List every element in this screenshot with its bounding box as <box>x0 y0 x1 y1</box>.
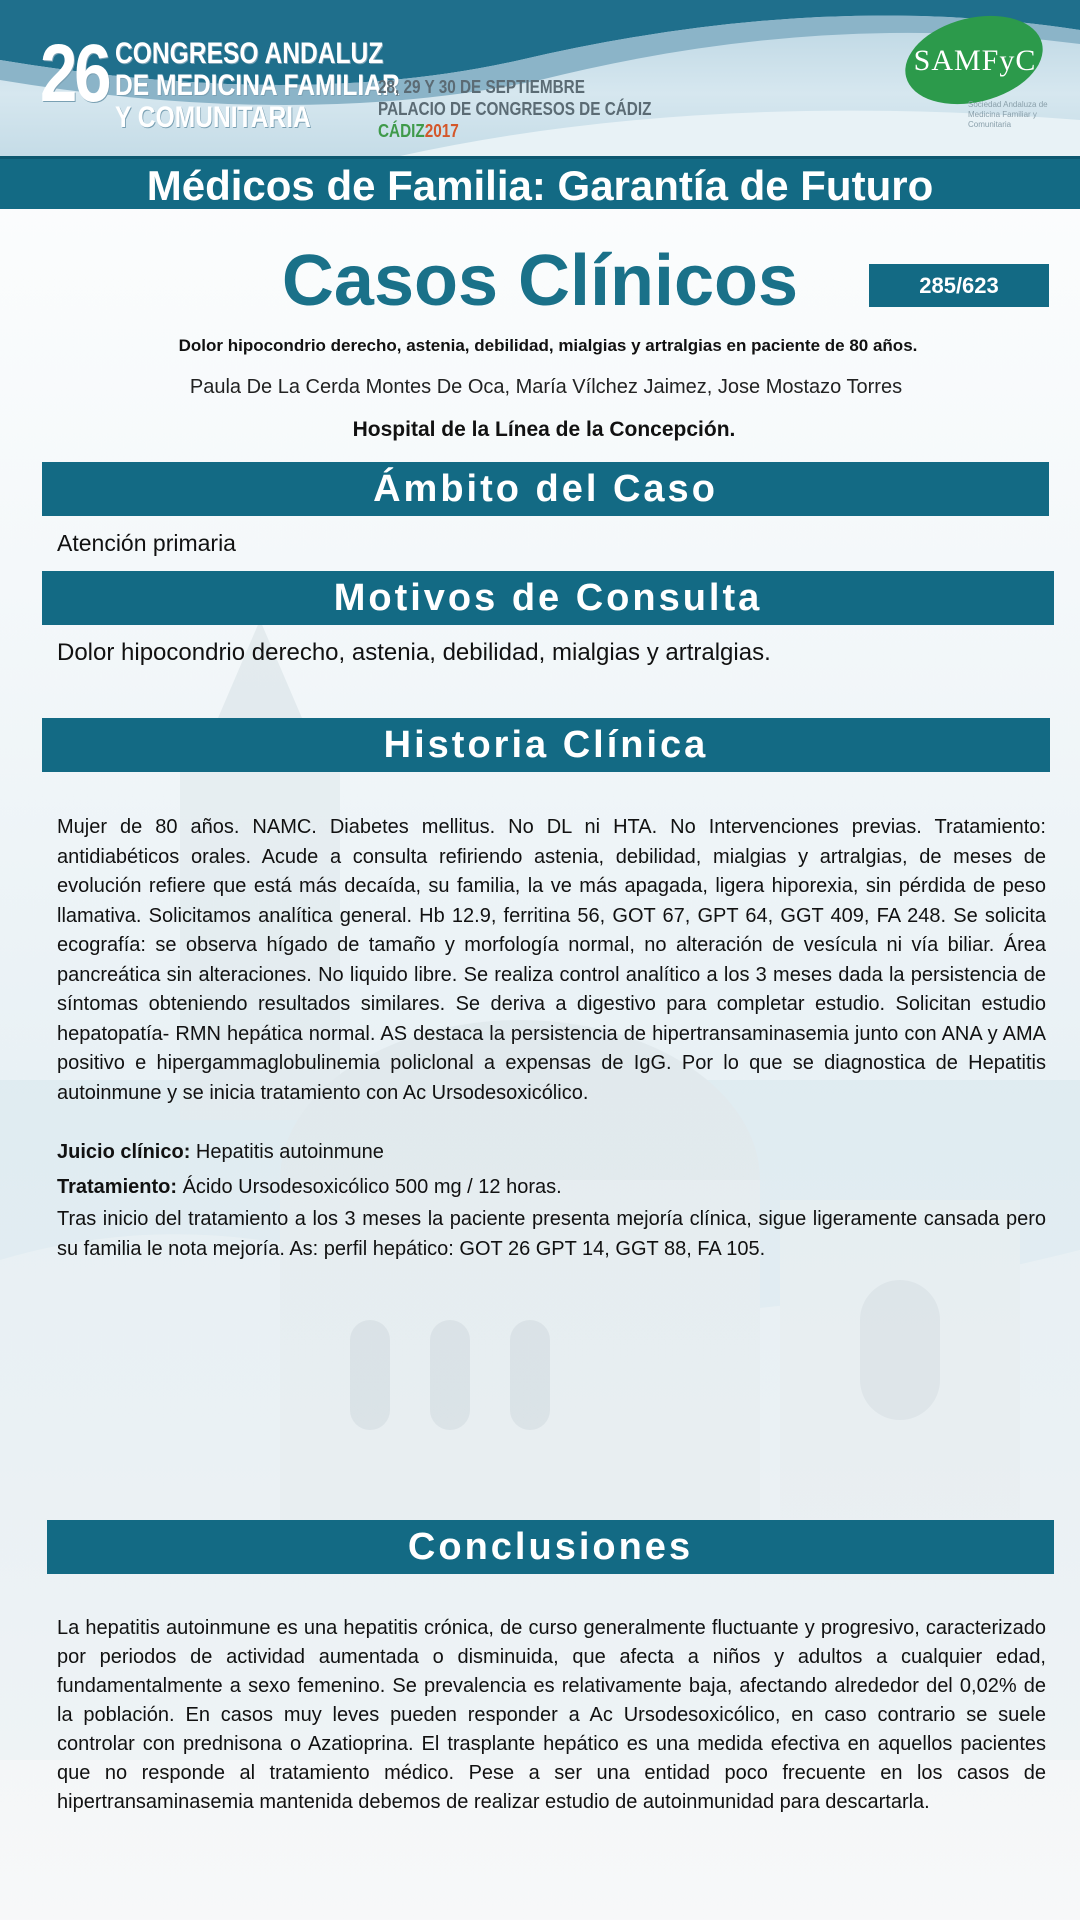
case-number-badge: 285/623 <box>869 264 1049 307</box>
juicio-label: Juicio clínico: <box>57 1141 191 1163</box>
tratamiento-label: Tratamiento: <box>57 1176 178 1198</box>
samfyc-logo-subtext: Sociedad Andaluza de Medicina Familiar y Comunitaria <box>968 100 1048 129</box>
hospital: Hospital de la Línea de la Concepción. <box>352 418 736 441</box>
congress-name: CONGRESO ANDALUZ DE MEDICINA FAMILIAR Y COMUNITARIA <box>115 37 400 134</box>
evolucion-text: Tras inicio del tratamiento a los 3 meses la paciente presenta mejoría clínica, sigue ligeramente cansada pero su familia le nota mejoría. As: perfil hepático: GOT 26 GPT 14, GGT 88, FA 105. <box>57 1208 1046 1260</box>
section-heading-conclusiones: Conclusiones <box>47 1520 1054 1574</box>
juicio-value: Hepatitis autoinmune <box>195 1141 384 1163</box>
congress-venue: PALACIO DE CONGRESOS DE CÁDIZ <box>378 99 652 119</box>
congress-city: CÁDIZ2017 <box>378 121 459 141</box>
congress-banner <box>0 0 1080 156</box>
case-subtitle: Dolor hipocondrio derecho, astenia, debilidad, mialgias y artralgias en paciente de 80 años. <box>178 336 918 355</box>
juicio-clinico <box>57 1138 1046 1168</box>
tratamiento-value: Ácido Ursodesoxicólico 500 mg / 12 horas. <box>182 1176 562 1198</box>
historia-text: Mujer de 80 años. NAMC. Diabetes mellitus. No DL ni HTA. No Intervenciones previas. Tratamiento: antidiabéticos orales. Acude a consulta refiriendo astenia, debilidad, mialgias y artralgias, de meses de evolución refiere que está más decaída, su familia, la ve más apagada, ligera hiporexia, sin pérdida de peso llamativa. Solicitamos analítica general. Hb 12.9, ferritina 56, GOT 67, GPT 64, GGT 409, FA 248. Se solicita ecografía: se observa hígado de tamaño y morfología normal, no alteración de vesícula ni vía biliar. Área pancreática sin alteraciones. No liquido libre. Se realiza control analítico a los 3 meses dada la persistencia de síntomas obteniendo resultados similares. Se deriva a digestivo para completar estudio. Solicitan estudio hepatopatía- RMN hepática normal. AS destaca la persistencia de hipertransaminasemia junto con ANA y AMA positivo e hipergammaglobulinemia policlonal a expensas de IgG. Por lo que se diagnostica de Hepatitis autoinmune y se inicia tratamiento con Ac Ursodesoxicólico. <box>57 816 1046 1104</box>
section-heading-historia: Historia Clínica <box>42 718 1050 772</box>
section-heading-motivos: Motivos de Consulta <box>42 571 1054 625</box>
congress-number: 26 <box>40 28 109 119</box>
samfyc-logo <box>904 18 1048 136</box>
slogan-bar: Médicos de Familia: Garantía de Futuro <box>0 156 1080 209</box>
section-heading-ambito: Ámbito del Caso <box>42 462 1049 516</box>
motivos-text: Dolor hipocondrio derecho, astenia, debilidad, mialgias y artralgias. <box>57 639 771 666</box>
samfyc-logo-text: SAMFyC <box>913 44 1037 77</box>
authors: Paula De La Cerda Montes De Oca, María Vílchez Jaimez, Jose Mostazo Torres <box>189 376 903 398</box>
congress-info <box>378 76 651 142</box>
tratamiento <box>57 1173 1046 1203</box>
ambito-text: Atención primaria <box>57 530 236 556</box>
page-title: Casos Clínicos <box>281 241 799 321</box>
congress-dates: 28, 29 Y 30 DE SEPTIEMBRE <box>378 77 585 97</box>
conclusiones-text: La hepatitis autoinmune es una hepatitis crónica, de curso generalmente fluctuante y progresivo, caracterizado por periodos de actividad aumentada o disminuida, que afecta a niños y adultos a cualquier edad, fundamentalmente a sexo femenino. Se prevalencia es relativamente baja, afectando alrededor del 0,02% de la población. En casos muy leves pueden responder a Ac Ursodesoxicólico, en caso contrario se suele controlar con prednisona o Azatioprina. El trasplante hepático es una medida efectiva en aquellos pacientes que no responde al tratamiento médico. Pese a ser una entidad poco frecuente en los casos de hipertransaminasemia mantenida debemos de realizar estudio de autoinmunidad para descartarla. <box>57 1617 1046 1813</box>
